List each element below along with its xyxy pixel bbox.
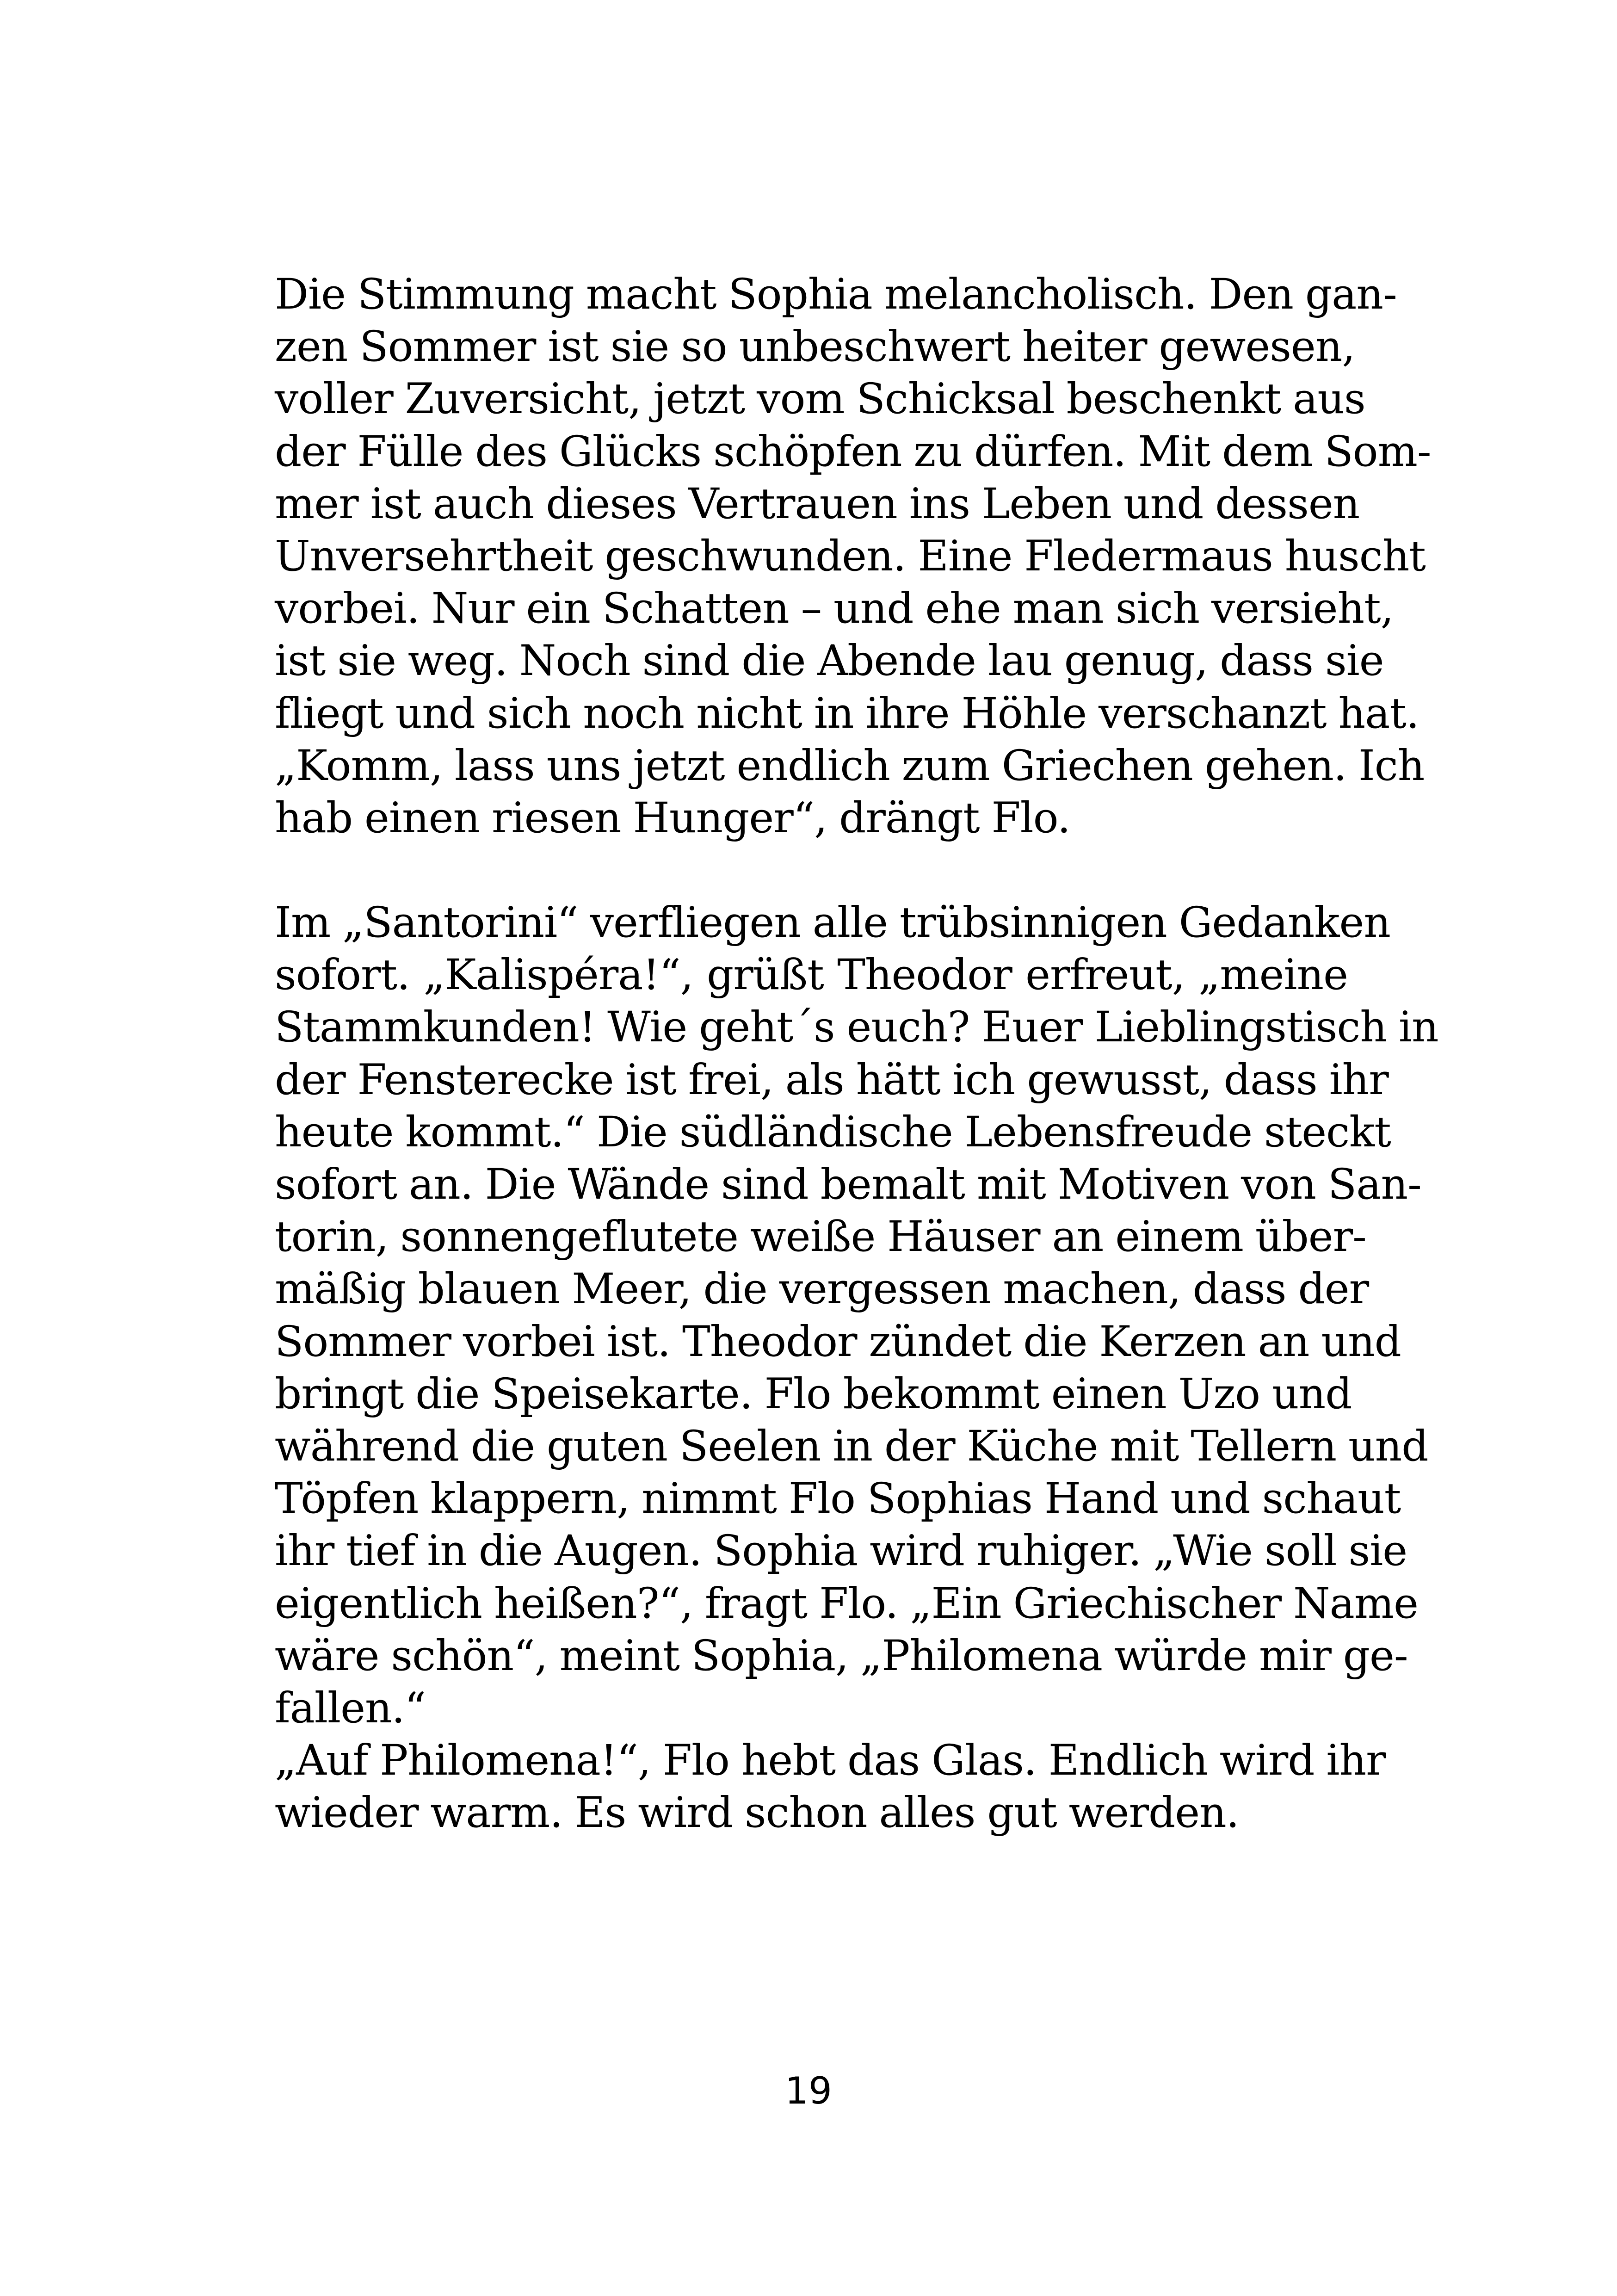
text-line: wäre schön“, meint Sophia, „Philomena würde mir ge- [275,1631,1408,1680]
text-line: „Auf Philomena!“, Flo hebt das Glas. Endlich wird ihr [275,1736,1386,1785]
text-line: Die Stimmung macht Sophia melancholisch. Den gan- [275,270,1397,319]
text-line: voller Zuversicht, jetzt vom Schicksal beschenkt aus [275,375,1365,424]
text-line: sofort. „Kalispéra!“, grüßt Theodor erfreut, „meine [275,951,1348,1000]
text-line: mer ist auch dieses Vertrauen ins Leben und dessen [275,479,1360,528]
paragraph-2 [275,897,1438,1839]
text-line: der Fensterecke ist frei, als hätt ich gewusst, dass ihr [275,1055,1389,1104]
text-line: hab einen riesen Hunger“, drängt Flo. [275,793,1070,842]
text-line: fallen.“ [275,1683,426,1733]
text-line: sofort an. Die Wände sind bemalt mit Motiven von San- [275,1160,1421,1209]
text-line: Unversehrtheit geschwunden. Eine Fledermaus huscht [275,532,1426,581]
paragraph-1 [275,268,1431,844]
text-line: wieder warm. Es wird schon alles gut werden. [275,1789,1239,1838]
text-line: mäßig blauen Meer, die vergessen machen, dass der [275,1265,1369,1314]
text-line: Stammkunden! Wie geht´s euch? Euer Lieblingstisch in [275,1003,1438,1052]
text-line: zen Sommer ist sie so unbeschwert heiter gewesen, [275,322,1355,371]
page-number: 19 [785,2069,832,2112]
text-line: Töpfen klappern, nimmt Flo Sophias Hand und schaut [275,1474,1401,1523]
text-line: torin, sonnengeflutete weiße Häuser an einem über- [275,1213,1366,1262]
text-line: bringt die Speisekarte. Flo bekommt einen Uzo und [275,1369,1352,1418]
text-line: fliegt und sich noch nicht in ihre Höhle verschanzt hat. [275,689,1419,738]
text-line: vorbei. Nur ein Schatten – und ehe man sich versieht, [275,584,1394,633]
text-line: der Fülle des Glücks schöpfen zu dürfen. Mit dem Som- [275,427,1431,476]
page-body [275,268,1438,1839]
text-line: ist sie weg. Noch sind die Abende lau genug, dass sie [275,637,1384,686]
text-line: Sommer vorbei ist. Theodor zündet die Kerzen an und [275,1317,1401,1366]
text-line: eigentlich heißen?“, fragt Flo. „Ein Griechischer Name [275,1579,1419,1628]
text-line: „Komm, lass uns jetzt endlich zum Griechen gehen. Ich [275,741,1425,790]
text-line: während die guten Seelen in der Küche mit Tellern und [275,1422,1428,1471]
text-line: heute kommt.“ Die südländische Lebensfreude steckt [275,1108,1391,1157]
text-line: ihr tief in die Augen. Sophia wird ruhiger. „Wie soll sie [275,1527,1407,1576]
text-line: Im „Santorini“ verfliegen alle trübsinnigen Gedanken [275,898,1390,947]
